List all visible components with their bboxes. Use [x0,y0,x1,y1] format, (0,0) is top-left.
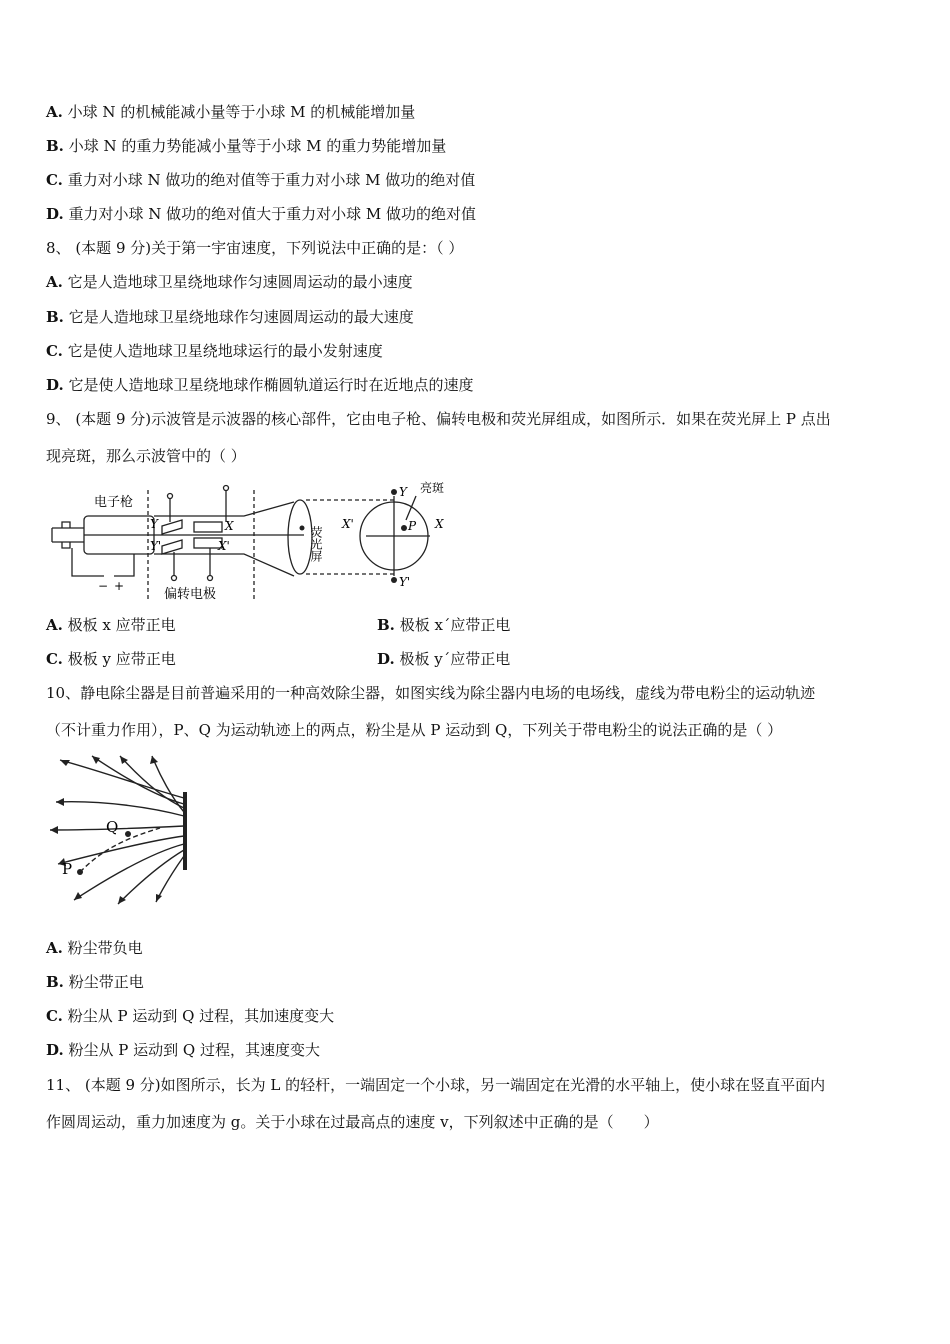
y-terminal-front [391,489,397,495]
field-line-9 [118,850,184,904]
q9-option-c: C. 极板 y 应带正电 [46,650,176,668]
spot-on-screen [300,526,305,531]
q11-stem-line1: 11、 (本题 9 分)如图所示，长为 L 的轻杆，一端固定一个小球，另一端固定在光滑的水平轴上，使小球在竖直平面内 [46,1076,826,1094]
field-arrow-10 [156,894,162,902]
x-terminal-bottom [208,576,213,581]
q8-option-a: A. 它是人造地球卫星绕地球作匀速圆周运动的最小速度 [46,273,413,291]
label-p-front: P [408,519,417,533]
q10-stem-line2: （不计重力作用），P、Q 为运动轨迹上的两点，粉尘是从 P 运动到 Q，下列关于带电粉尘的说法正确的是（ ） [46,721,783,739]
x-terminal-top [224,486,229,491]
y2-terminal-front [391,577,397,583]
q10-option-c: C. 粉尘从 P 运动到 Q 过程，其加速度变大 [46,1007,335,1025]
label-screen: 荧光屏 [309,526,323,562]
q9-stem-line2: 现亮斑，那么示波管中的（ ） [46,447,246,465]
q10-option-b: B. 粉尘带正电 [46,973,144,991]
q10-stem-line1: 10、静电除尘器是目前普遍采用的一种高效除尘器，如图实线为除尘器内电场的电场线，虚线为带电粉尘的运动轨迹 [46,684,816,702]
label-x-plate: X [225,519,234,533]
q7-option-d: D. 重力对小球 N 做功的绝对值大于重力对小球 M 做功的绝对值 [46,205,477,223]
field-line-4 [152,756,184,812]
q10-option-a: A. 粉尘带负电 [46,939,143,957]
q7-option-c: C. 重力对小球 N 做功的绝对值等于重力对小球 M 做功的绝对值 [46,171,476,189]
q9-option-a: A. 极板 x 应带正电 [46,616,176,634]
dust-trajectory [80,828,160,872]
label-p: P [62,860,73,878]
label-minus: − [98,579,109,593]
gun-wires [72,548,134,576]
label-electron-gun: 电子枪 [94,495,134,510]
label-y2-front: Y' [399,575,411,589]
y-deflection-plates [162,520,182,554]
q7-option-b: B. 小球 N 的重力势能减小量等于小球 M 的重力势能增加量 [46,137,447,155]
q7-option-a: A. 小球 N 的机械能减小量等于小球 M 的机械能增加量 [46,103,416,121]
label-y2-plate: Y' [150,539,162,553]
field-arrow-4 [150,756,158,764]
field-arrow-6 [50,826,58,834]
field-line-2 [92,756,184,804]
point-q [125,831,131,837]
q9-option-b: B. 极板 x´应带正电 [377,616,511,634]
field-line-10 [156,856,184,902]
q10-option-d: D. 粉尘从 P 运动到 Q 过程，其速度变大 [46,1041,320,1059]
label-q: Q [106,818,119,836]
bright-spot-p [401,525,407,531]
y-terminal-top [168,494,173,499]
x-plate-top [194,522,222,532]
oscilloscope-tube-figure [44,476,464,606]
label-x-front: X [435,517,444,531]
q11-stem-line2: 作圆周运动，重力加速度为 g。关于小球在过最高点的速度 v，下列叙述中正确的是（ ） [46,1113,659,1131]
field-line-5 [56,802,184,816]
gun-cathode [52,522,84,548]
label-x2-front: X' [342,517,354,531]
label-deflection: 偏转电极 [164,587,217,602]
q8-option-c: C. 它是使人造地球卫星绕地球运行的最小发射速度 [46,342,383,360]
label-y-front: Y [399,485,407,499]
point-p [77,869,83,875]
label-plus: + [114,579,125,593]
y-terminal-bottom [172,576,177,581]
q8-stem: 8、 (本题 9 分)关于第一宇宙速度，下列说法中正确的是：（ ） [46,239,464,257]
label-y-plate: Y [150,517,158,531]
label-spot: 亮斑 [420,481,445,495]
q9-stem-line1: 9、 (本题 9 分)示波管是示波器的核心部件，它由电子枪、偏转电极和荧光屏组成，如图所示．如果在荧光屏上 P 点出 [46,410,831,428]
q8-option-b: B. 它是人造地球卫星绕地球作匀速圆周运动的最大速度 [46,308,414,326]
field-arrow-5 [56,798,64,806]
spot-pointer [406,496,416,520]
field-line-1 [60,760,184,798]
field-line-8 [74,844,184,900]
q9-option-d: D. 极板 y´应带正电 [377,650,511,668]
precipitator-field-figure [44,752,194,910]
label-x2-plate: X' [218,539,230,553]
q8-option-d: D. 它是使人造地球卫星绕地球作椭圆轨道运行时在近地点的速度 [46,376,474,394]
